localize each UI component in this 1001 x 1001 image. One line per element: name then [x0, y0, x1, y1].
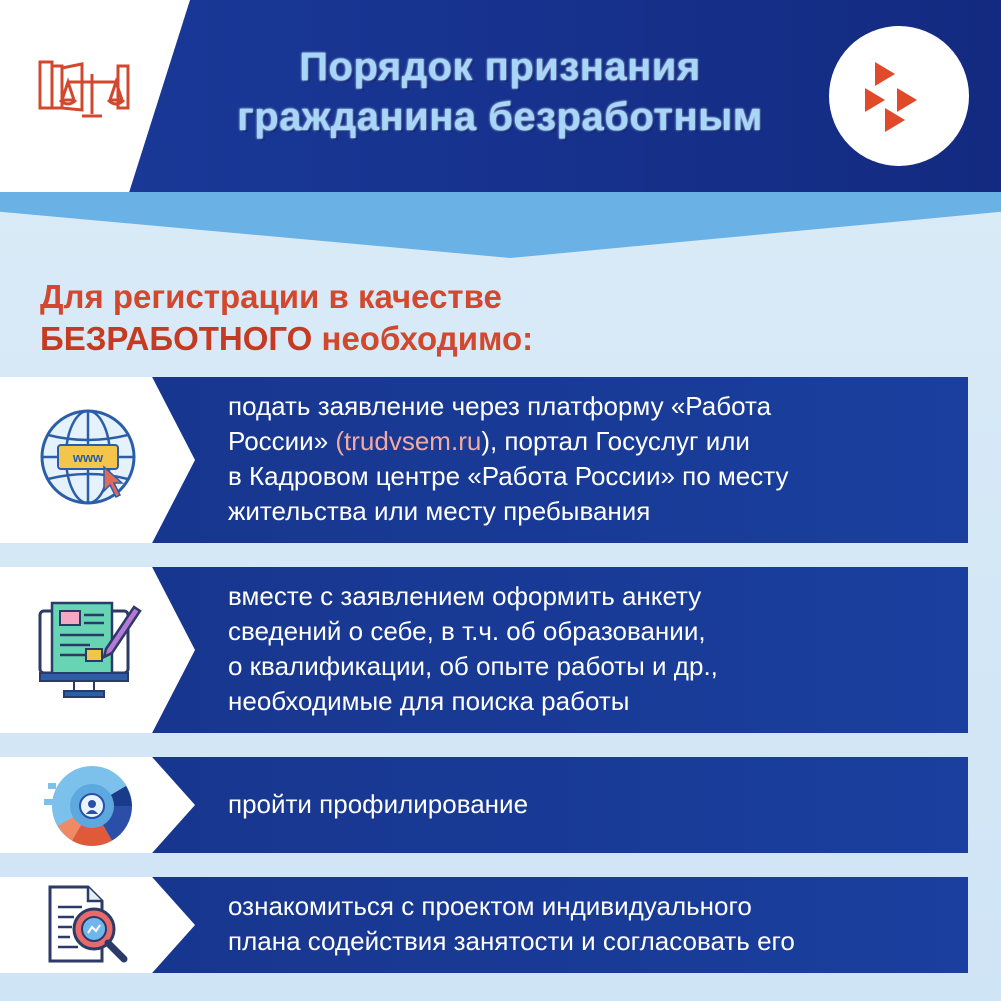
step-text — [228, 787, 528, 822]
step-item-4 — [0, 877, 1001, 973]
intro-heading-line2 — [40, 318, 533, 360]
step-item-3 — [0, 757, 1001, 853]
page-title — [160, 42, 840, 142]
law-books-scales-icon — [38, 60, 138, 130]
step-text — [228, 389, 788, 529]
step-text-line: сведений о себе, в т.ч. об образовании, — [228, 616, 706, 646]
form-monitor-pen-icon — [36, 597, 146, 707]
svg-text:www: www — [72, 450, 104, 465]
page-title-line1: Порядок признания — [299, 45, 701, 89]
document-magnifier-icon — [44, 883, 134, 969]
step-text — [228, 889, 795, 959]
step-item-2 — [0, 567, 1001, 733]
step-text-line: ознакомиться с проектом индивидуального — [228, 891, 752, 921]
step-item-1 — [0, 377, 1001, 543]
step-text — [228, 579, 718, 719]
step-text-line — [228, 424, 788, 459]
page-title-line2: гражданина безработным — [237, 95, 763, 139]
intro-heading-emphasis: БЕЗРАБОТНОГО — [40, 320, 313, 357]
step-text-fragment: ), портал Госуслуг или — [481, 426, 750, 456]
globe-www-icon — [38, 405, 144, 511]
step-text-line: подать заявление через платформу «Работа — [228, 391, 772, 421]
play-arrows-logo-icon — [861, 58, 937, 134]
step-text-line: жительства или месту пребывания — [228, 496, 651, 526]
intro-heading-rest: необходимо: — [312, 320, 534, 357]
step-text-fragment: России» — [228, 426, 336, 456]
step-text-line: о квалификации, об опыте работы и др., — [228, 651, 718, 681]
header-arrow-band — [0, 192, 1001, 258]
step-text-line: необходимые для поиска работы — [228, 686, 630, 716]
step-text-line: пройти профилирование — [228, 789, 529, 819]
trudvsem-link[interactable]: (trudvsem.ru — [335, 426, 482, 456]
step-text-line: плана содействия занятости и согласовать его — [228, 926, 795, 956]
step-text-line: вместе с заявлением оформить анкету — [228, 581, 702, 611]
profiling-radial-icon — [40, 763, 136, 849]
step-text-line: в Кадровом центре «Работа России» по месту — [228, 461, 789, 491]
intro-heading-line1: Для регистрации в качестве — [40, 278, 502, 315]
intro-heading — [40, 276, 533, 360]
logo-badge — [829, 26, 969, 166]
